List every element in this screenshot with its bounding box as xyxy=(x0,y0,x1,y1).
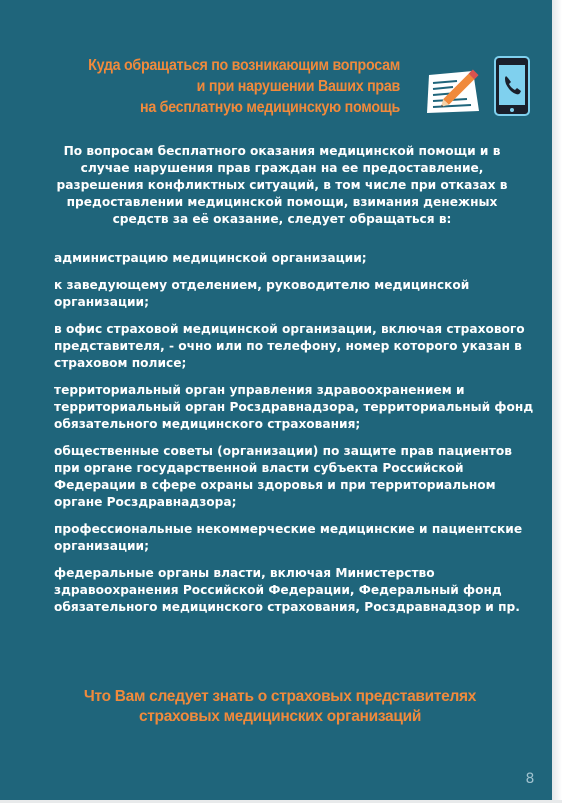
section-title xyxy=(60,55,400,118)
list-item: профессиональные некоммерческие медицинские и пациентские организации; xyxy=(54,522,523,553)
list-item: к заведующему отделением, руководителю медицинской организации; xyxy=(54,278,470,309)
list-item: в офис страховой медицинской организации, включая страхового представителя, - очно или по телефону, номер которого указан в страховом полисе; xyxy=(54,322,525,370)
contacts-list xyxy=(54,250,534,626)
list-item: общественные советы (организации) по защите прав пациентов при органе государственной власти субъекта Российской Федерации в сфере охраны здоровья и при территориальном органе Росздравнадзора; xyxy=(54,444,512,509)
title-line: Куда обращаться по возникающим вопросам xyxy=(88,57,401,74)
title-line: на бесплатную медицинскую помощь xyxy=(139,99,400,116)
intro-paragraph: По вопросам бесплатного оказания медицинской помощи и в случае нарушения прав граждан на ее предоставление, разрешения конфликтных ситуаций, в том числе при отказах в предоставлении медицинской помощи, взимания денежных средств за её оказание, следует обращаться в: xyxy=(56,144,508,226)
list-item: территориальный орган управления здравоохранением и территориальный орган Росздравнадзора, территориальный фонд обязательного медицинского страхования; xyxy=(54,383,534,431)
list-item: федеральные органы власти, включая Министерство здравоохранения Российской Федерации, Федеральный фонд обязательного медицинского страхования, Росздравнадзор и пр. xyxy=(54,566,520,614)
page-number: 8 xyxy=(525,771,535,787)
document-pen-icon xyxy=(423,55,485,117)
smartphone-icon xyxy=(494,56,530,116)
footer-title-line: страховых медицинских организаций xyxy=(138,708,422,725)
footer-title-line: Что Вам следует знать о страховых представителях xyxy=(83,688,477,705)
page-edge xyxy=(552,0,562,803)
footer-title xyxy=(40,687,520,727)
list-item: администрацию медицинской организации; xyxy=(54,251,367,265)
title-line: и при нарушении Ваших прав xyxy=(196,78,400,95)
